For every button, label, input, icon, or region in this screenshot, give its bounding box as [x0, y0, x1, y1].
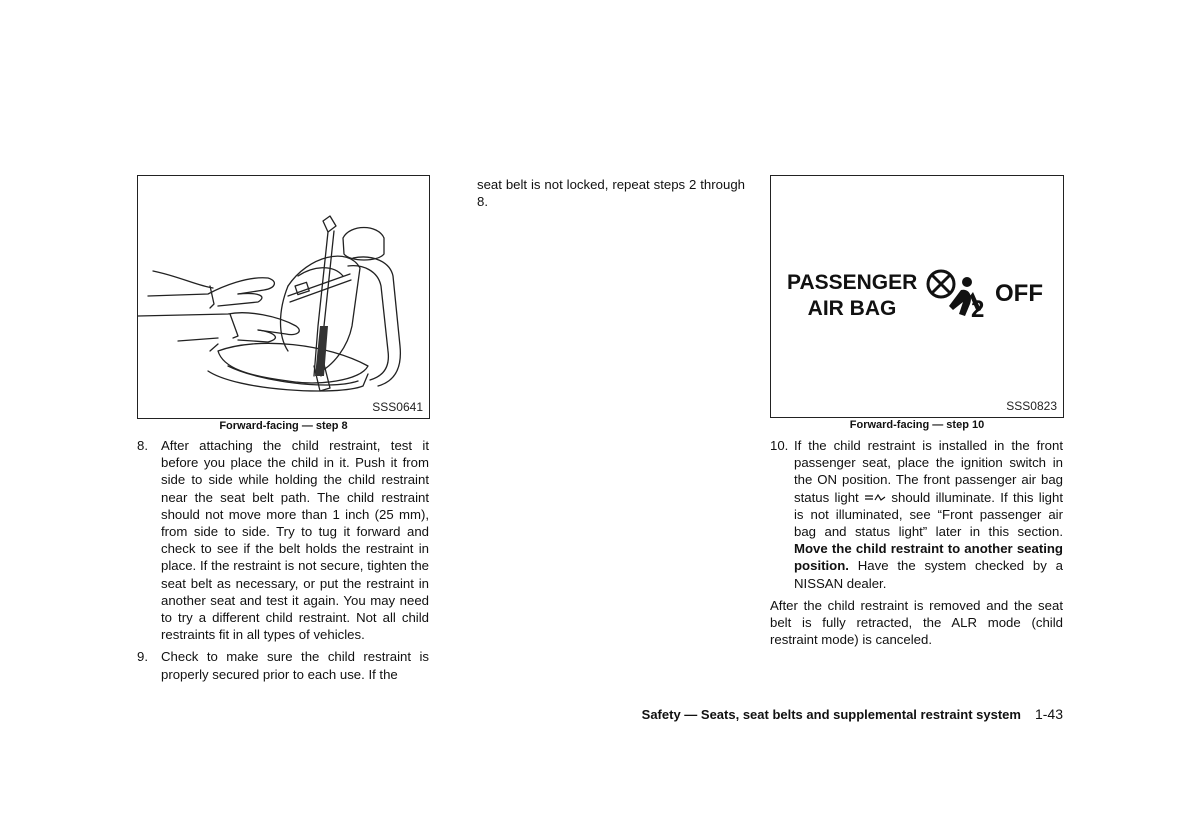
- section-title: Safety — Seats, seat belts and supplemental restraint system: [641, 707, 1021, 722]
- airbag-status-light-icon: [864, 494, 886, 502]
- passenger-airbag-label: [787, 270, 917, 322]
- step-text: After attaching the child restraint, test it before you place the child in it. Push it from side to side while holding the child restraint near the seat belt path. The child restraint should not move more than 1 inch (25 mm), from side to side. Try to tug it forward and check to see if the belt holds the restraint in place. If the restraint is not secure, tighten the seat belt as necessary, or put the restraint in another seat and test it again. You may need to try a different child restraint. Not all child restraints fit in all types of vehicles.: [161, 438, 429, 643]
- continued-text: seat belt is not locked, repeat steps 2 through 8.: [477, 177, 745, 210]
- middle-column: [477, 176, 745, 210]
- page-footer: [642, 706, 1063, 722]
- child-seat-illustration: [138, 176, 428, 416]
- figure-child-seat-illustration: [137, 175, 430, 419]
- step-text: Check to make sure the child restraint is properly secured prior to each use. If the: [161, 649, 429, 682]
- step-text: Have the system checked by a NISSAN dealer.: [794, 558, 1063, 591]
- page-number: 1-43: [1034, 706, 1063, 722]
- after-text: After the child restraint is removed and the seat belt is fully retracted, the ALR mode (child restraint mode) is canceled.: [770, 597, 1063, 648]
- step-10: [770, 437, 1063, 592]
- step-9: [137, 648, 429, 682]
- label-line-2: AIR BAG: [807, 297, 897, 320]
- step-8: [137, 437, 429, 643]
- step-text: should illuminate. If this light is not illuminated, see “Front passenger air bag and status light” later in this section.: [794, 489, 1064, 540]
- label-line-1: PASSENGER: [787, 271, 918, 294]
- figure-airbag-status-light: [770, 175, 1064, 418]
- step-number: 10.: [770, 438, 789, 453]
- right-column: [770, 437, 1063, 648]
- left-column: [137, 437, 429, 688]
- step-number: 9.: [137, 649, 148, 665]
- figure-code: SSS0823: [1006, 399, 1057, 413]
- figure-caption: Forward-facing — step 10: [849, 419, 985, 431]
- step-bold-text: Move the child restraint to another seating position.: [794, 541, 1063, 574]
- figure-caption: Forward-facing — step 8: [219, 420, 348, 432]
- step-text: If the child restraint is installed in the front passenger seat, place the ignition switch in the ON position. The front passenger air bag status light: [794, 438, 1063, 505]
- step-number: 8.: [137, 438, 148, 453]
- seat-number: 2: [971, 296, 985, 323]
- off-label: OFF: [995, 280, 1043, 307]
- figure-code: SSS0641: [372, 400, 423, 414]
